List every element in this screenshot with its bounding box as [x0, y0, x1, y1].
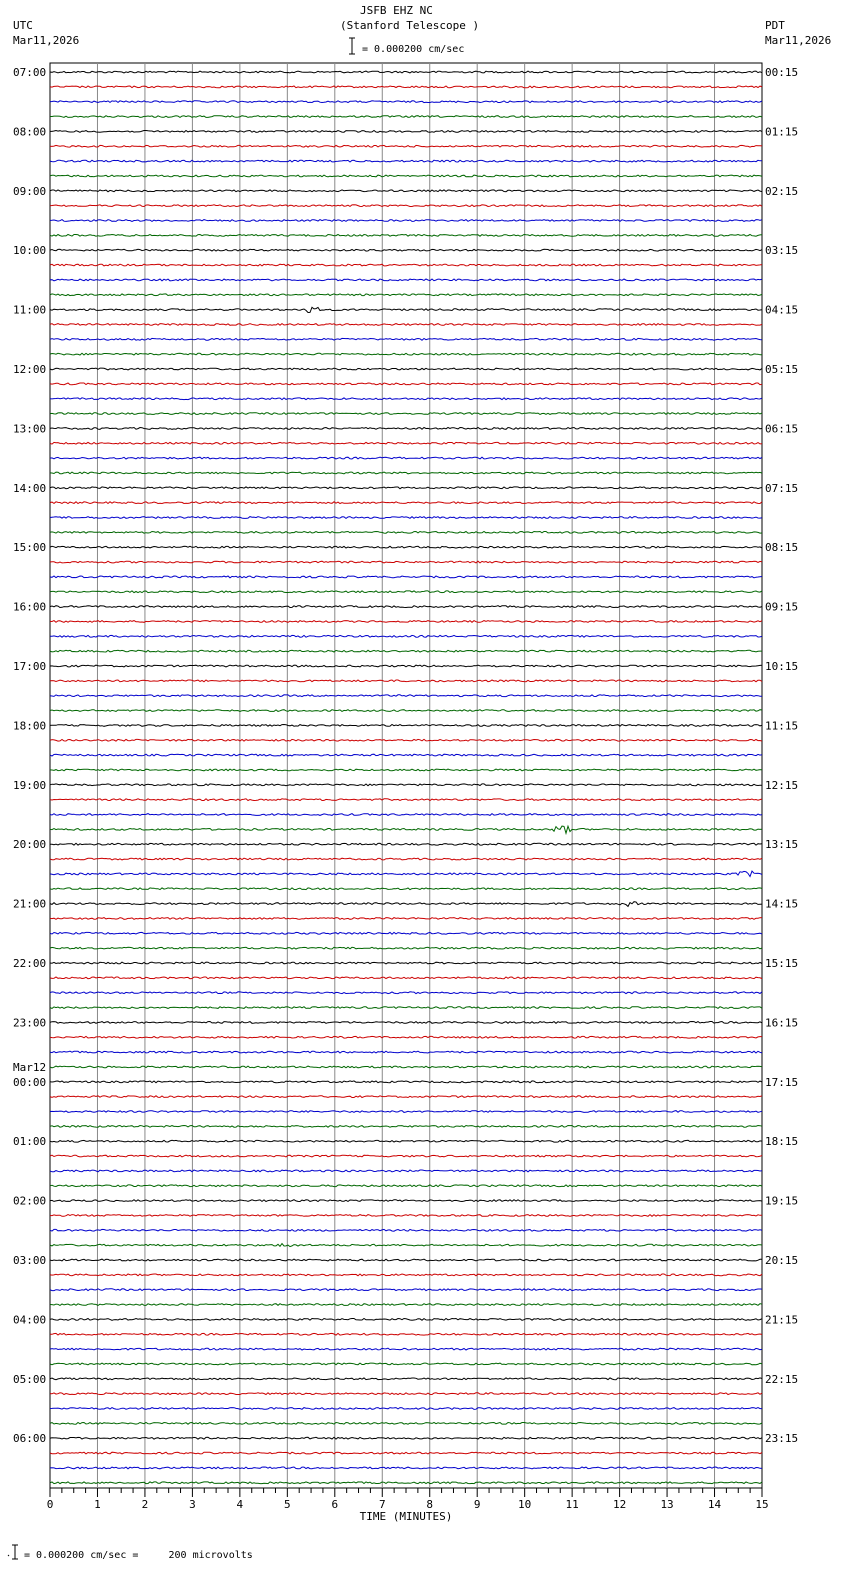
- seismic-trace: [50, 1452, 762, 1454]
- seismic-trace: [50, 517, 762, 519]
- pdt-hour-label: 07:15: [765, 481, 799, 495]
- seismic-trace: [50, 621, 762, 623]
- footer-scale-icon: [4, 1544, 20, 1563]
- seismic-trace: [50, 665, 762, 667]
- seismic-trace: [50, 1096, 762, 1098]
- seismic-trace: [50, 992, 762, 994]
- seismic-trace: [50, 383, 762, 385]
- seismic-trace: [50, 1185, 762, 1187]
- pdt-hour-label: 02:15: [765, 184, 799, 198]
- seismic-trace: [50, 1036, 762, 1038]
- seismic-trace: [50, 101, 762, 103]
- seismic-trace: [50, 918, 762, 920]
- seismic-trace: [50, 220, 762, 222]
- seismic-trace: [50, 1215, 762, 1217]
- pdt-hour-label: 05:15: [765, 363, 799, 376]
- seismic-trace: [50, 1007, 762, 1009]
- seismic-trace: [50, 1111, 762, 1113]
- seismic-trace: [50, 932, 762, 934]
- footer-scale-note: = 0.000200 cm/sec = 200 microvolts: [24, 1550, 253, 1561]
- seismic-trace: [50, 1408, 762, 1410]
- seismic-trace: [50, 472, 762, 474]
- seismic-trace: [50, 826, 762, 833]
- pdt-hour-label: 23:15: [765, 1432, 799, 1446]
- utc-hour-label: 03:00: [13, 1254, 47, 1267]
- seismic-trace: [50, 695, 762, 697]
- utc-hour-label: 13:00: [13, 422, 47, 436]
- seismic-trace: [50, 680, 762, 682]
- seismic-trace: [50, 1423, 762, 1425]
- seismic-trace: [50, 1319, 762, 1321]
- pdt-hour-label: 14:15: [765, 897, 799, 911]
- seismic-trace: [50, 1393, 762, 1395]
- pdt-hour-label: 20:15: [765, 1254, 799, 1267]
- seismic-trace: [50, 784, 762, 786]
- x-tick-label: 15: [755, 1498, 769, 1511]
- seismic-trace: [50, 160, 762, 162]
- seismic-trace: [50, 814, 762, 816]
- seismic-trace: [50, 1363, 762, 1365]
- x-tick-label: 6: [331, 1498, 339, 1511]
- seismic-trace: [50, 650, 762, 652]
- seismic-trace: [50, 1289, 762, 1291]
- utc-hour-label: 18:00: [13, 719, 47, 733]
- seismic-trace: [50, 1467, 762, 1469]
- seismic-trace: [50, 1022, 762, 1024]
- seismic-trace: [50, 739, 762, 741]
- seismic-trace: [50, 1437, 762, 1439]
- left-timezone: UTC: [13, 19, 33, 32]
- pdt-hour-label: 03:15: [765, 244, 799, 258]
- seismic-trace: [50, 858, 762, 860]
- pdt-hour-label: 12:15: [765, 778, 799, 792]
- seismic-trace: [50, 799, 762, 801]
- utc-hour-label: 02:00: [13, 1194, 47, 1208]
- seismic-trace: [50, 962, 762, 964]
- seismic-trace: [50, 264, 762, 266]
- seismic-trace: [50, 398, 762, 400]
- x-tick-label: 2: [141, 1498, 149, 1511]
- x-tick-label: 7: [378, 1498, 386, 1511]
- seismic-trace: [50, 1126, 762, 1128]
- seismic-trace: [50, 235, 762, 237]
- x-tick-label: 1: [94, 1498, 101, 1511]
- date-change-label: Mar12: [13, 1060, 47, 1074]
- utc-hour-label: 19:00: [13, 778, 47, 792]
- seismic-trace: [50, 888, 762, 890]
- seismic-trace: [50, 1259, 762, 1261]
- seismic-trace: [50, 769, 762, 771]
- seismic-trace: [50, 457, 762, 459]
- x-tick-label: 13: [660, 1498, 674, 1511]
- x-tick-label: 10: [518, 1498, 532, 1511]
- seismic-trace: [50, 1170, 762, 1172]
- seismic-trace: [50, 428, 762, 430]
- seismic-trace: [50, 561, 762, 563]
- seismic-trace: [50, 871, 762, 876]
- utc-hour-label: 08:00: [13, 125, 47, 139]
- x-tick-label: 9: [473, 1498, 481, 1511]
- seismic-trace: [50, 1051, 762, 1053]
- x-tick-label: 11: [565, 1498, 579, 1511]
- seismic-trace: [50, 1140, 762, 1142]
- utc-hour-label: 11:00: [13, 303, 47, 317]
- x-tick-label: 8: [426, 1498, 434, 1511]
- seismic-trace: [50, 205, 762, 207]
- seismic-trace: [50, 635, 762, 637]
- seismic-trace: [50, 1274, 762, 1276]
- seismic-trace: [50, 145, 762, 147]
- x-tick-label: 5: [284, 1498, 291, 1511]
- utc-hour-label: 21:00: [13, 897, 47, 911]
- seismic-trace: [50, 843, 762, 845]
- utc-hour-label: 05:00: [13, 1372, 47, 1386]
- seismic-trace: [50, 338, 762, 340]
- pdt-hour-label: 10:15: [765, 660, 799, 673]
- seismic-trace: [50, 902, 762, 907]
- seismic-trace: [50, 175, 762, 177]
- seismic-trace: [50, 754, 762, 756]
- seismic-trace: [50, 502, 762, 504]
- station-location: (Stanford Telescope ): [340, 19, 480, 32]
- seismic-trace: [50, 307, 762, 312]
- seismic-trace: [50, 294, 762, 296]
- seismic-trace: [50, 249, 762, 251]
- seismic-trace: [50, 1304, 762, 1306]
- utc-hour-label: 07:00: [13, 66, 47, 79]
- seismic-trace: [50, 71, 762, 73]
- x-tick-label: 4: [236, 1498, 244, 1511]
- station-title: JSFB EHZ NC: [360, 4, 433, 17]
- utc-hour-label: 04:00: [13, 1313, 47, 1327]
- x-tick-label: 3: [189, 1498, 196, 1511]
- utc-hour-label: 23:00: [13, 1016, 47, 1030]
- utc-hour-label: 09:00: [13, 184, 47, 198]
- pdt-hour-label: 22:15: [765, 1372, 799, 1386]
- utc-hour-label: 20:00: [13, 838, 47, 852]
- seismic-trace: [50, 1482, 762, 1484]
- pdt-hour-label: 04:15: [765, 303, 799, 317]
- seismic-trace: [50, 1066, 762, 1068]
- pdt-hour-label: 15:15: [765, 957, 799, 970]
- seismic-trace: [50, 86, 762, 88]
- seismic-trace: [50, 1200, 762, 1202]
- seismic-trace: [50, 1333, 762, 1335]
- seismic-trace: [50, 442, 762, 444]
- left-date: Mar11,2026: [13, 34, 80, 47]
- seismic-trace: [50, 1081, 762, 1083]
- seismic-trace: [50, 947, 762, 949]
- utc-hour-label: 10:00: [13, 244, 47, 258]
- seismic-trace: [50, 606, 762, 608]
- utc-hour-label: 12:00: [13, 363, 47, 376]
- seismic-trace: [50, 1229, 762, 1231]
- utc-hour-label: 16:00: [13, 600, 47, 614]
- pdt-hour-label: 17:15: [765, 1075, 799, 1089]
- pdt-hour-label: 18:15: [765, 1135, 799, 1149]
- seismic-trace: [50, 1244, 762, 1247]
- right-date: Mar11,2026: [765, 34, 832, 47]
- seismic-trace: [50, 576, 762, 578]
- pdt-hour-label: 21:15: [765, 1313, 799, 1327]
- seismic-trace: [50, 1155, 762, 1157]
- pdt-hour-label: 13:15: [765, 838, 799, 852]
- right-timezone: PDT: [765, 19, 785, 32]
- seismic-trace: [50, 279, 762, 281]
- seismic-trace: [50, 190, 762, 192]
- seismic-trace: [50, 591, 762, 593]
- seismic-trace: [50, 413, 762, 415]
- pdt-hour-label: 01:15: [765, 125, 799, 139]
- seismic-trace: [50, 487, 762, 489]
- seismic-trace: [50, 546, 762, 548]
- scale-label: = 0.000200 cm/sec: [362, 44, 465, 55]
- x-tick-label: 12: [612, 1498, 627, 1511]
- seismic-trace: [50, 710, 762, 712]
- seismic-trace: [50, 324, 762, 326]
- utc-hour-label: 22:00: [13, 957, 47, 970]
- pdt-hour-label: 11:15: [765, 719, 799, 733]
- seismic-trace: [50, 1378, 762, 1380]
- pdt-hour-label: 09:15: [765, 600, 799, 614]
- utc-hour-label: 01:00: [13, 1135, 47, 1149]
- utc-hour-label: 14:00: [13, 481, 47, 495]
- seismic-trace: [50, 1348, 762, 1350]
- pdt-hour-label: 19:15: [765, 1194, 799, 1208]
- utc-hour-label: 17:00: [13, 660, 47, 673]
- seismic-trace: [50, 532, 762, 534]
- seismic-trace: [50, 353, 762, 355]
- seismic-trace: [50, 977, 762, 979]
- pdt-hour-label: 08:15: [765, 541, 799, 555]
- pdt-hour-label: 06:15: [765, 422, 799, 436]
- x-axis-label: TIME (MINUTES): [359, 1510, 453, 1523]
- pdt-hour-label: 16:15: [765, 1016, 799, 1030]
- x-tick-label: 14: [707, 1498, 722, 1511]
- utc-hour-label: 00:00: [13, 1075, 47, 1089]
- pdt-hour-label: 00:15: [765, 66, 799, 79]
- x-tick-label: 0: [46, 1498, 54, 1511]
- utc-hour-label: 06:00: [13, 1432, 47, 1446]
- seismic-trace: [50, 725, 762, 727]
- seismic-trace: [50, 116, 762, 118]
- seismic-trace: [50, 131, 762, 133]
- utc-hour-label: 15:00: [13, 541, 47, 555]
- seismic-trace: [50, 368, 762, 370]
